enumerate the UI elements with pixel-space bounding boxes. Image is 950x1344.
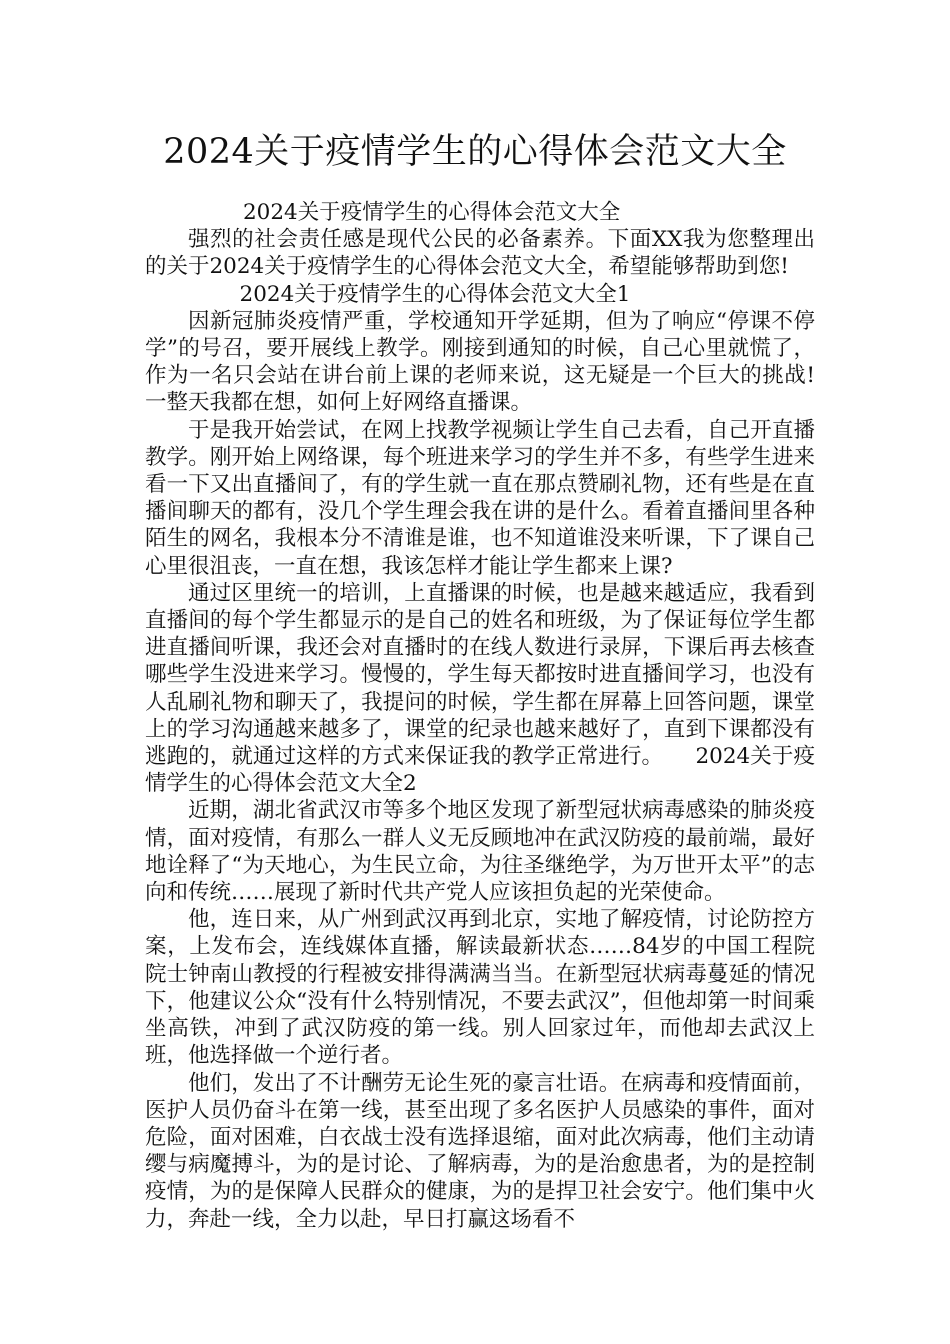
paragraph: 近期，湖北省武汉市等多个地区发现了新型冠状病毒感染的肺炎疫情，面对疫情，有那么一群人义无反顾地冲在武汉防疫的最前端，最好地诠释了“为天地心，为生民立命，为往圣继绝学，为万世开太平”的志向和传统……展现了新时代共产党人应该担负起的光荣使命。 (145, 798, 815, 906)
document-title: 2024关于疫情学生的心得体会范文大全 (163, 132, 787, 172)
document-body (145, 199, 815, 1233)
intro-paragraph: 强烈的社会责任感是现代公民的必备素养。下面XX我为您整理出的关于2024关于疫情学生的心得体会范文大全，希望能够帮助到您! (145, 227, 815, 280)
paragraph: 因新冠肺炎疫情严重，学校通知开学延期，但为了响应“停课不停学”的号召，要开展线上教学。刚接到通知的时候，自己心里就慌了，作为一名只会站在讲台前上课的老师来说，这无疑是一个巨大的挑战!一整天我都在想，如何上好网络直播课。 (145, 308, 815, 416)
paragraph: 他，连日来，从广州到武汉再到北京，实地了解疫情，讨论防控方案，上发布会，连线媒体直播，解读最新状态……84岁的中国工程院院士钟南山教授的行程被安排得满满当当。在新型冠状病毒蔓延的情况下，他建议公众“没有什么特别情况，不要去武汉”，但他却第一时间乘坐高铁，冲到了武汉防疫的第一线。别人回家过年，而他却去武汉上班，他选择做一个逆行者。 (145, 907, 815, 1069)
subtitle: 2024关于疫情学生的心得体会范文大全 (243, 200, 621, 225)
section-heading-1: 2024关于疫情学生的心得体会范文大全1 (239, 281, 631, 307)
paragraph: 于是我开始尝试，在网上找教学视频让学生自己去看，自己开直播教学。刚开始上网络课，每个班进来学习的学生并不多，有些学生进来看一下又出直播间了，有的学生就一直在那点赞刷礼物，还有些是在直播间聊天的都有，没几个学生理会我在讲的是什么。看着直播间里各种陌生的网名，我根本分不清谁是谁，也不知道谁没来听课，下了课自己心里很沮丧，一直在想，我该怎样才能让学生都来上课? (145, 417, 815, 579)
paragraph: 他们，发出了不计酬劳无论生死的豪言壮语。在病毒和疫情面前，医护人员仍奋斗在第一线，甚至出现了多名医护人员感染的事件，面对危险，面对困难，白衣战士没有选择退缩，面对此次病毒，他们主动请缨与病魔搏斗，为的是讨论、了解病毒，为的是治愈患者，为的是控制疫情，为的是保障人民群众的健康，为的是捍卫社会安宁。他们集中火力，奔赴一线，全力以赴，早日打赢这场看不 (145, 1070, 815, 1232)
paragraph: 通过区里统一的培训，上直播课的时候，也是越来越适应，我看到直播间的每个学生都显示的是自己的姓名和班级，为了保证每位学生都进直播间听课，我还会对直播时的在线人数进行录屏，下课后再去核查哪些学生没进来学习。慢慢的，学生每天都按时进直播间学习，也没有人乱刷礼物和聊天了，我提问的时候，学生都在屏幕上回答问题，课堂上的学习沟通越来越多了，课堂的纪录也越来越好了，直到下课都没有逃跑的，就通过这样的方式来保证我的教学正常进行。 2024关于疫情学生的心得体会范文大全2 (145, 580, 815, 797)
